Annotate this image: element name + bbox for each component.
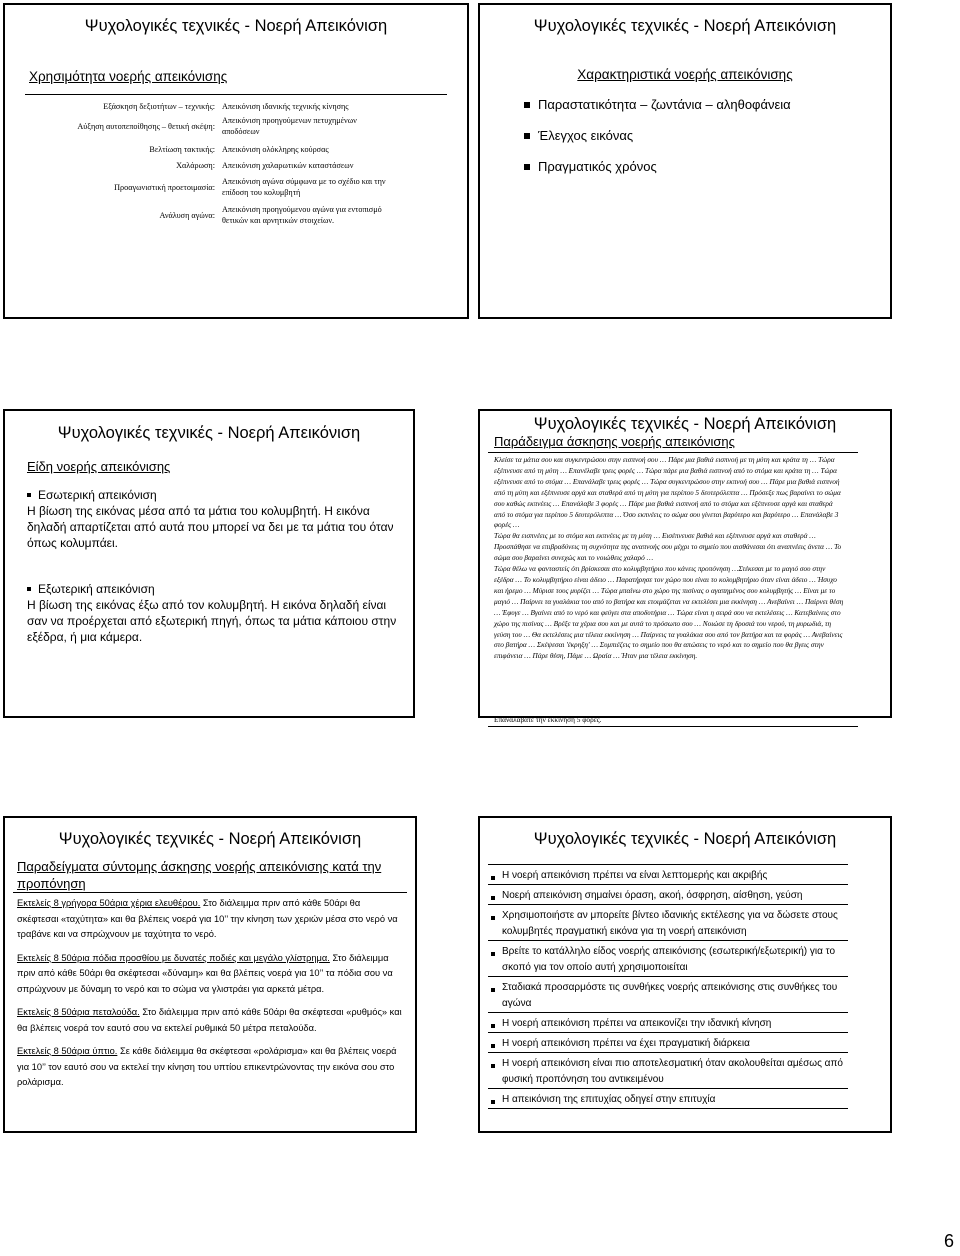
list-item: Πραγματικός χρόνος <box>524 159 791 174</box>
exercise-item <box>17 896 403 943</box>
exercise-head: Εκτελείς 8 γρήγορα 50άρια χέρια ελευθέρου. <box>17 898 201 908</box>
row-label: Βελτίωση τακτικής: <box>149 145 215 154</box>
slide-short-exercises <box>3 816 417 1133</box>
row-label: Εξάσκηση δεξιοτήτων – τεχνικής: <box>103 102 215 111</box>
row-label: Χαλάρωση: <box>176 161 215 170</box>
slide-title: Ψυχολογικές τεχνικές - Νοερή Απεικόνιση <box>58 830 362 848</box>
exercise-head: Εκτελείς 8 50άρια πεταλούδα. <box>17 1007 140 1017</box>
slide-title: Ψυχολογικές τεχνικές - Νοερή Απεικόνιση <box>84 17 388 35</box>
exercise-text <box>494 451 844 662</box>
exercise-text: Σε κάθε διάλειμμα θα σκέφτεσαι «ρολάρισμα» και θα βλέπεις νοερά για 10’’ τον εαυτό σου να εκτελεί την κίνηση του υπτίου επικεντρώνοντας την εικόνα σου στο ρολάρισμα. <box>17 1046 397 1087</box>
slide-title: Ψυχολογικές τεχνικές - Νοερή Απεικόνιση <box>57 424 361 442</box>
divider <box>13 892 407 893</box>
row-label: Αύξηση αυτοπεποίθησης – θετική σκέψη: <box>77 122 215 131</box>
exercise-head: Εκτελείς 8 50άρια πόδια προσθίου με δυνατές ποδιές και μεγάλο γλίστρημα. <box>17 952 330 963</box>
internal-text: Η βίωση της εικόνας μέσα από τα μάτια του κολυμβητή. Η εικόνα δηλαδή απαρτίζεται από αυτά που μπορεί να δει με τα μάτια του όταν όπως κολυμπάει. <box>27 504 394 550</box>
exercise-list <box>17 896 403 1099</box>
divider <box>488 1108 848 1109</box>
slide-subtitle: Παραδείγματα σύντομης άσκησης νοερής απεικόνισης κατά την προπόνηση <box>17 859 382 891</box>
slide-characteristics <box>478 3 892 319</box>
closing-text: Επαναλάβατε την εκκίνηση 5 φορές. <box>494 715 602 724</box>
row-label: Προαγωνιστική προετοιμασία: <box>114 183 215 192</box>
list-item: Βρείτε το κατάλληλο είδος νοερής απεικόνισης (εσωτερική/εξωτερική) για το σκοπό για τον οποίο αυτή χρησιμοποιείται <box>484 941 854 976</box>
row-value: Απεικόνιση αγώνα σύμφωνα με το σχέδιο και την επίδοση του κολυμβητή <box>222 177 386 197</box>
row-value: Απεικόνιση χαλαρωτικών καταστάσεων <box>222 161 354 170</box>
list-item: Έλεγχος εικόνας <box>524 128 791 143</box>
paragraph: Κλείσε τα μάτια σου και συγκεντρώσου στην εισπνοή σου … Πάρε μια βαθιά εισπνοή με τη μύτη και κράτα τη … Τώρα εξέπνευσε από τη μύτη … Επανέλαβε τρεις φορές … Τώρα πάρε μια βαθιά εισπνοή από το στόμα και κράτα τη … Τώρα εξέπνευσε από το στόμα … Επανάλαβε τρεις φορές … Τώρα συγκεντρώσου στην εκπνοή σου … Πάρε μια βαθιά εισπνοή από τη μύτη και εξέπνευσε αργά και σταθερά από τη μύτη για περίπου 5 δευτερόλεπτα … Πρόσεξε πως βαραίνει το σώμα σου καθώς εκπνέεις … Επανάλαβε 3 φορές … Πάρε μια βαθιά εισπνοή από το στόμα και εξέπνευσε αργά και σταθερά από το στόμα για περίπου 5 δευτερόλεπτα … Όσο εκπνέεις το σώμα σου γίνεται βαρύτερο και βαρύτερο … Επανάλαβε 3 φορές … <box>494 455 841 530</box>
exercise-text: Στο διάλειμμα πριν από κάθε 50άρι θα σκέφτεσαι «ταχύτητα» και θα βλέπεις νοερά για 10’’ την κίνηση των χεριών μέσα στο νερό να τραβάνε και να σπρώχνουν με ταχύτητα το νερό. <box>17 898 398 939</box>
list-item: Η νοερή απεικόνιση πρέπει να έχει πραγματική διάρκεια <box>484 1033 854 1052</box>
slide-title: Ψυχολογικές τεχνικές - Νοερή Απεικόνιση <box>533 415 837 433</box>
list-item: Χρησιμοποιήστε αν μπορείτε βίντεο ιδανικής εκτέλεσης για να δώσετε στους κολυμβητές πραγματική εικόνα για τη νοερή απεικόνιση <box>484 905 854 940</box>
list-item: Παραστατικότητα – ζωντάνια – αληθοφάνεια <box>524 97 791 112</box>
page-number: 6 <box>943 1231 954 1251</box>
exercise-item <box>17 951 403 998</box>
slide-title: Ψυχολογικές τεχνικές - Νοερή Απεικόνιση <box>533 830 837 848</box>
internal-title: Εσωτερική απεικόνιση <box>27 487 399 503</box>
row-value: Απεικόνιση προηγούμενου αγώνα για εντοπισμό θετικών και αρνητικών στοιχείων. <box>222 205 382 225</box>
external-text: Η βίωση της εικόνας έξω από τον κολυμβητή. Η εικόνα δηλαδή είναι σαν να προέρχεται από εξωτερική πηγή, όπως τα μάτια κάποιου στην εξέδρα, ή μια κάμερα. <box>27 598 397 644</box>
row-label: Ανάλυση αγώνα: <box>159 211 215 220</box>
slide-example-exercise <box>478 409 892 724</box>
exercise-text: Στο διάλειμμα πριν από κάθε 50άρι θα σκέφτεσαι «δύναμη» και θα βλέπεις νοερά για 10’’ τα πόδια σου να σπρώχνουν με δύναμη το νερό και το σώμα να γλιστράει για αρκετά μέτρα. <box>17 952 393 994</box>
list-item: Η νοερή απεικόνιση είναι πιο αποτελεσματική όταν ακολουθείται αμέσως από φυσική προπόνηση του αντικειμένου <box>484 1053 854 1088</box>
slide-usefulness <box>3 3 469 319</box>
slide-types <box>3 409 415 718</box>
list-item: Η νοερή απεικόνιση πρέπει να απεικονίζει την ιδανική κίνηση <box>484 1013 854 1032</box>
slide-guidelines <box>478 816 892 1133</box>
list-item: Η απεικόνιση της επιτυχίας οδηγεί στην επιτυχία <box>484 1089 854 1108</box>
list-item: Νοερή απεικόνιση σημαίνει όραση, ακοή, όσφρηση, αίσθηση, γεύση <box>484 885 854 904</box>
divider <box>25 94 447 95</box>
section-heading: Είδη νοερής απεικόνισης <box>27 459 171 474</box>
row-value: Απεικόνιση ιδανικής τεχνικής κίνησης <box>222 102 349 111</box>
exercise-text: Στο διάλειμμα πριν από κάθε 50άρι θα σκέφτεσαι «ρυθμός» και θα βλέπεις νοερά τον εαυτό σου να εκτελεί ρυθμικά 50 μέτρα πεταλούδα. <box>17 1007 402 1033</box>
row-value: Απεικόνιση προηγούμενων πετυχημένων αποδόσεων <box>222 116 357 136</box>
row-value: Απεικόνιση ολόκληρης κούρσας <box>222 145 329 154</box>
list-item: Η νοερή απεικόνιση πρέπει να είναι λεπτομερής και ακριβής <box>484 865 854 884</box>
slide-title: Ψυχολογικές τεχνικές - Νοερή Απεικόνιση <box>533 17 837 35</box>
divider <box>488 726 858 727</box>
slide-body <box>27 459 399 645</box>
slide-subtitle: Χρησιμότητα νοερής απεικόνισης <box>29 69 228 84</box>
guideline-list <box>484 864 854 1109</box>
list-item: Σταδιακά προσαρμόστε τις συνθήκες νοερής απεικόνισης στις συνθήκες του αγώνα <box>484 977 854 1012</box>
paragraph: Τώρα θα εισπνέεις με το στόμα και εκπνέεις με τη μύτη … Εισέπνευσε βαθιά και εξέπνευσε αργά και σταθερά … Προσπάθησε να επιβραδύνεις τη συχνότητα της αναπνοής σου μέχρι το σημείο που αισθάνεσαι ότι αναπνέεις άνετα … Το σώμα σου βαραίνει συνεχώς και το νοιώθεις χαλαρό … <box>494 531 842 563</box>
external-title: Εξωτερική απεικόνιση <box>27 581 399 597</box>
exercise-item <box>17 1005 403 1036</box>
exercise-item <box>17 1044 403 1091</box>
paragraph: Τώρα θέλω να φανταστείς ότι βρίσκεσαι στο κολυμβητήριο που κάνεις προπόνηση …Στέκεσαι με το μαγιό σου στην εξέδρα … Το κολυμβητήριο είναι άδειο … Παρατήρησε τον χώρο που είναι το κολυμβητήριο όταν είναι άδειο … Ήσυχο και ήρεμο … Μύρισε τους μυρίζει … Τώρα μπαίνω στο χώρο της πισίνας ο αγαπημένος σου κολυμβητής … Είναι με το μαγιό … Παίρνει τα γυαλάκια του από το βατήρα και ετοιμάζεται να εκτελέσει μια εκκίνηση … Ανεβαίνει … Παίρνει θέση … Έφυγε … Βγαίνει από το νερό και φεύγει στα αποδυτήρια … Τώρα είναι η σειρά σου να εκτελέσεις … Κατεβαίνεις στο χώρο της πισίνας … Βρέξε τα χέρια σου και με αυτά το πρόσωπο σου … Νοιώσε τη δροσιά του νερού, τη μυρωδιά, τη γεύση του … Θα εκτελέσεις μια τέλεια εκκίνηση … Παίρνεις τα γυαλάκια σου από τον βατήρα και τα φοράς … Ανεβαίνεις στο βατήρα … Σκέψεσαι 'έκρηξη' … Συμπιέζεις το σημείο που θα απώσεις το νερό και το σημείο που θα βγεις στην επιφάνεια … Πάρε θέση, Πάμε … Ωραία … Ήταν μια τέλεια εκκίνηση. <box>494 564 844 661</box>
exercise-head: Εκτελείς 8 50άρια ύπτιο. <box>17 1046 118 1056</box>
slide-subtitle: Παράδειγμα άσκησης νοερής απεικόνισης <box>494 434 735 449</box>
bullet-list <box>524 97 791 190</box>
slide-subtitle: Χαρακτηριστικά νοερής απεικόνισης <box>577 67 793 82</box>
